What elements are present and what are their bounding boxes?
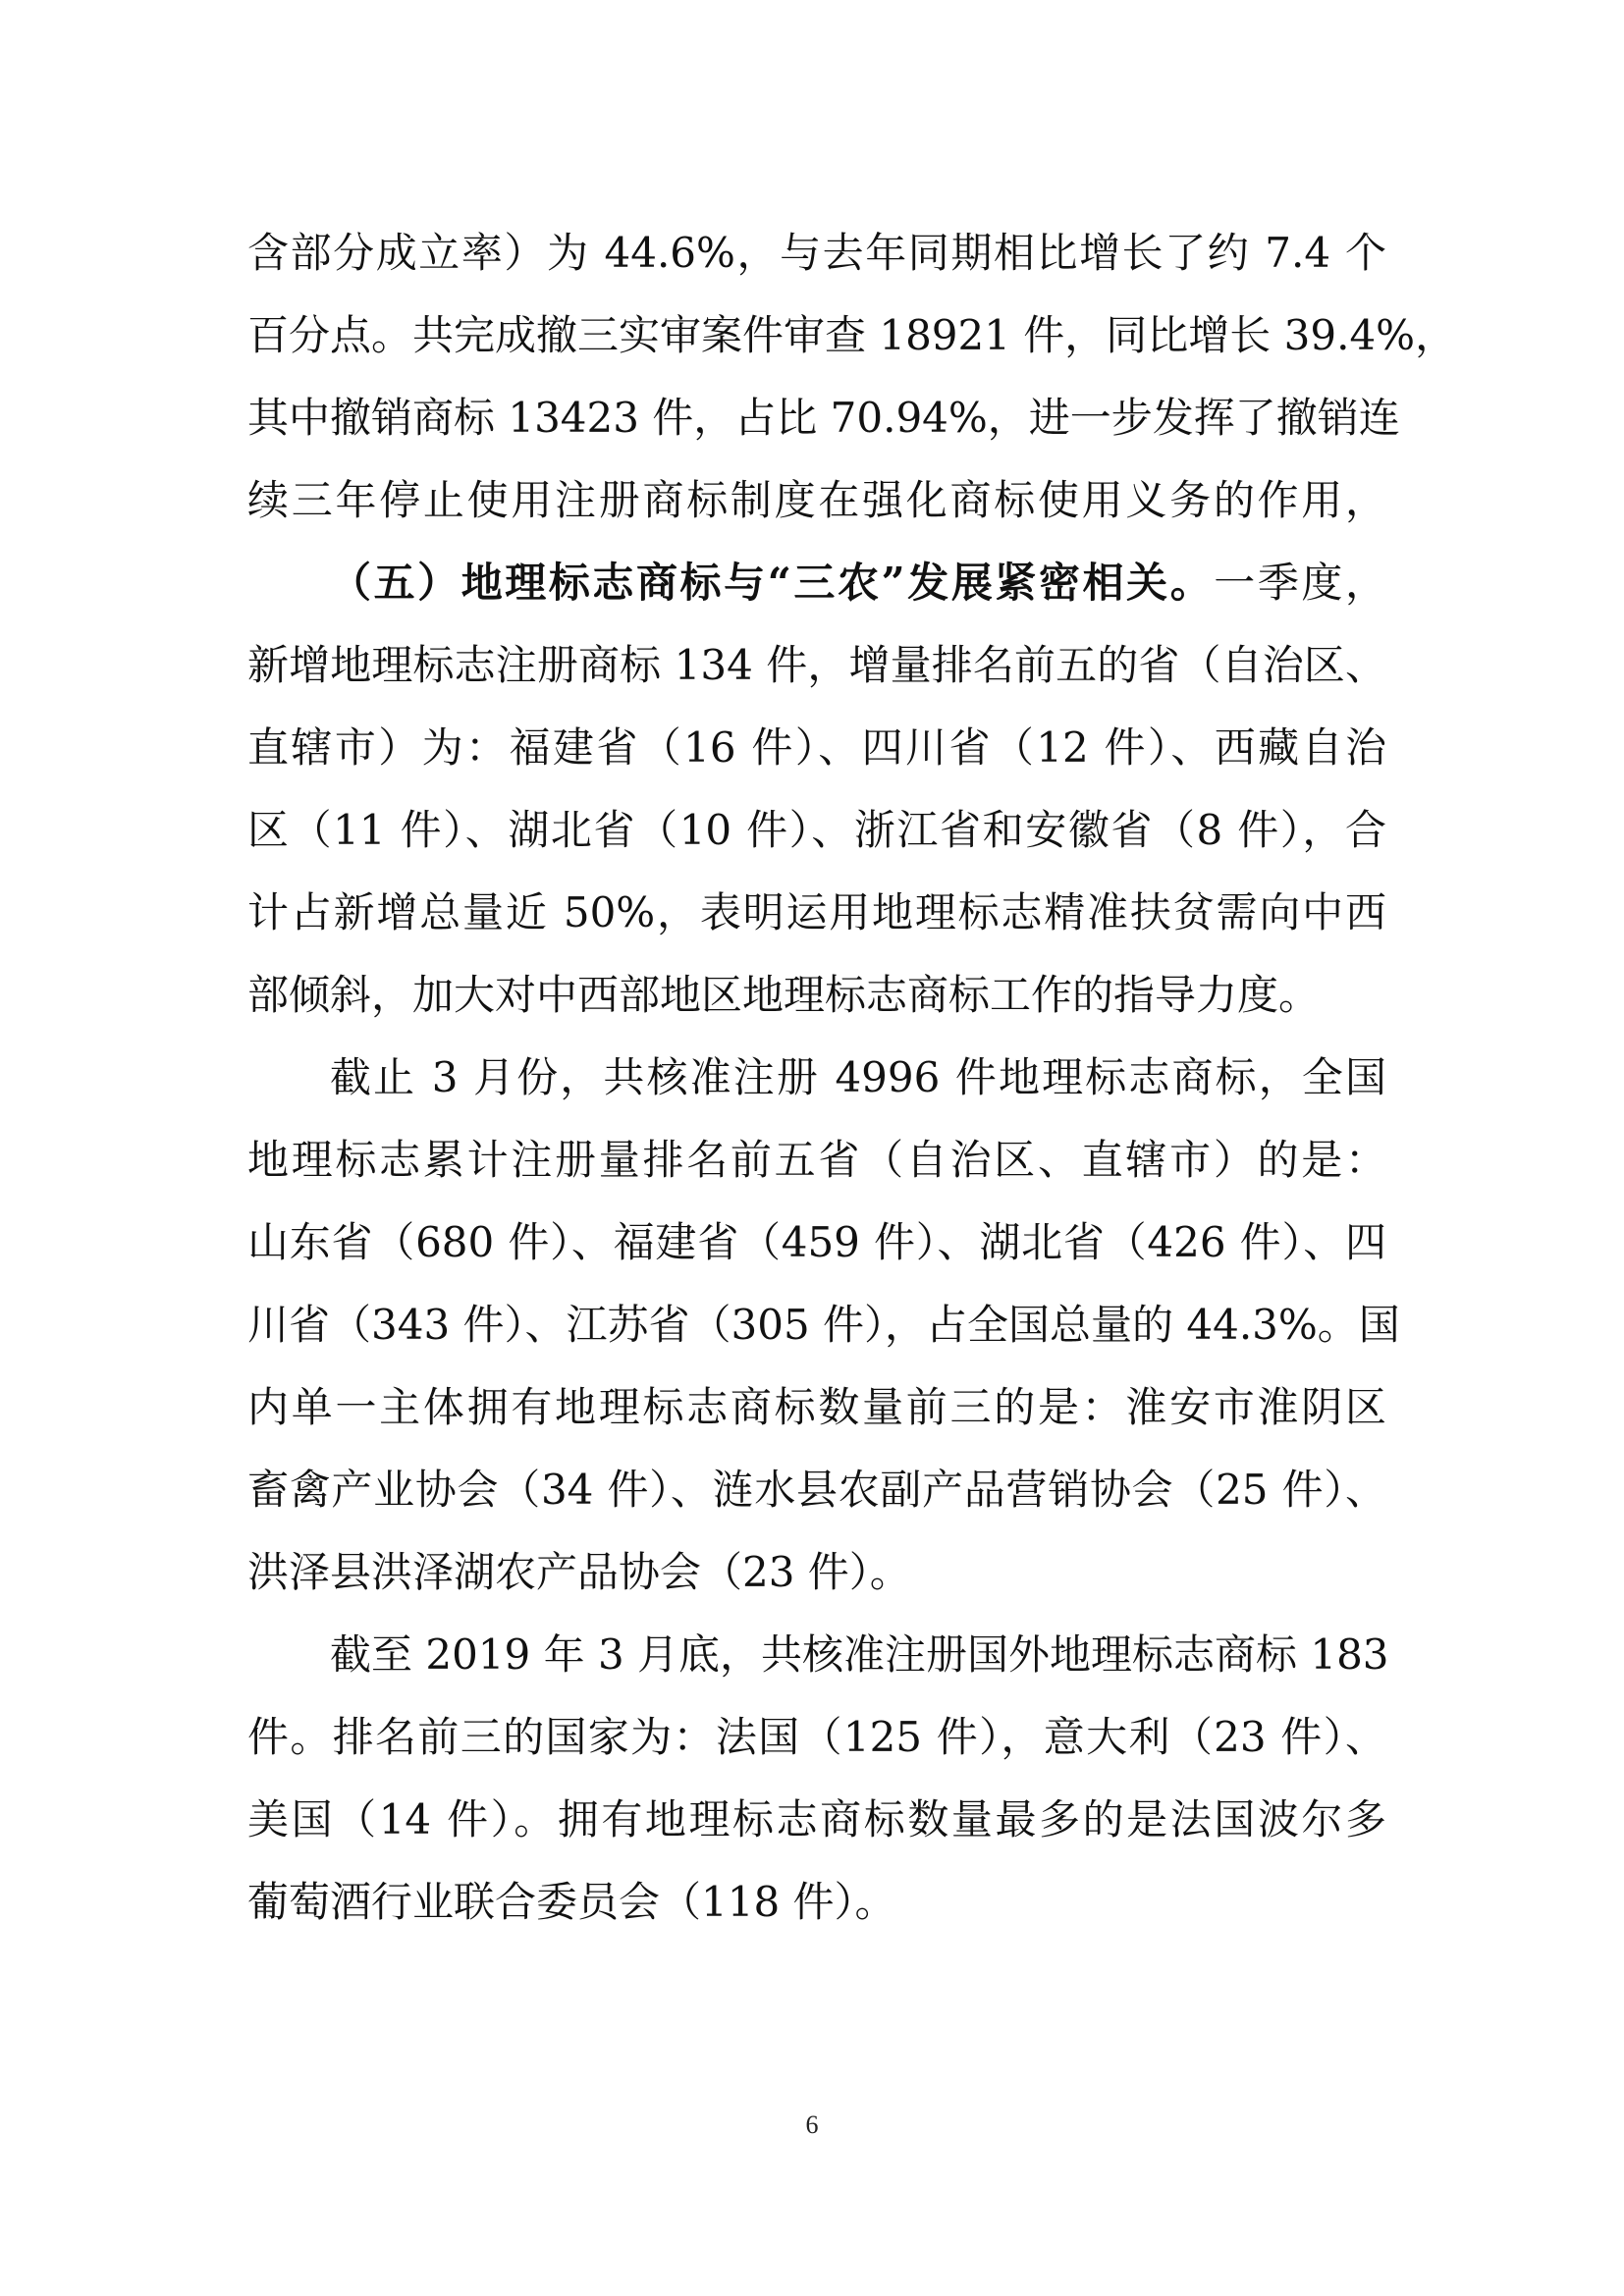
paragraph-line: 截止 3 月份，共核准注册 4996 件地理标志商标，全国 [330, 1053, 1386, 1101]
paragraph-line: 美国（14 件）。拥有地理标志商标数量最多的是法国波尔多 [247, 1795, 1386, 1843]
paragraph-line: 山东省（680 件）、福建省（459 件）、湖北省（426 件）、四 [247, 1218, 1386, 1266]
paragraph-line: 直辖市）为：福建省（16 件）、四川省（12 件）、西藏自治 [247, 723, 1386, 772]
paragraph-line: 计占新增总量近 50%，表明运用地理标志精准扶贫需向中西 [247, 888, 1386, 936]
paragraph-line: 件。排名前三的国家为：法国（125 件），意大利（23 件）、 [247, 1713, 1386, 1761]
paragraph-line: 含部分成立率）为 44.6%，与去年同期相比增长了约 7.4 个 [247, 229, 1386, 277]
page-number: 6 [805, 2110, 819, 2139]
paragraph-line: 葡萄酒行业联合委员会（118 件）。 [247, 1878, 896, 1926]
section-heading: （五）地理标志商标与“三农”发展紧密相关。 [330, 559, 1215, 607]
paragraph-line: 其中撤销商标 13423 件，占比 70.94%，进一步发挥了撤销连 [247, 394, 1400, 442]
paragraph-line: 内单一主体拥有地理标志商标数量前三的是：淮安市淮阴区 [247, 1383, 1386, 1431]
section-heading-line [247, 542, 1386, 624]
section-heading-continuation: 一季度， [1214, 559, 1386, 607]
paragraph-line: 畜禽产业协会（34 件）、涟水县农副产品营销协会（25 件）、 [247, 1466, 1386, 1514]
paragraph-line: 百分点。共完成撤三实审案件审查 18921 件，同比增长 39.4%， [247, 311, 1457, 359]
paragraph-line: 截至 2019 年 3 月底，共核准注册国外地理标志商标 183 [330, 1630, 1389, 1679]
document-body [247, 212, 1457, 1944]
paragraph-line: 续三年停止使用注册商标制度在强化商标使用义务的作用， [247, 476, 1386, 524]
paragraph-line: 部倾斜，加大对中西部地区地理标志商标工作的指导力度。 [247, 971, 1321, 1019]
paragraph-line: 川省（343 件）、江苏省（305 件），占全国总量的 44.3%。国 [247, 1301, 1400, 1349]
paragraph-line: 地理标志累计注册量排名前五省（自治区、直辖市）的是： [247, 1136, 1386, 1184]
paragraph-line: 区（11 件）、湖北省（10 件）、浙江省和安徽省（8 件），合 [247, 806, 1386, 854]
paragraph-line: 洪泽县洪泽湖农产品协会（23 件）。 [247, 1548, 911, 1596]
paragraph-line: 新增地理标志注册商标 134 件，增量排名前五的省（自治区、 [247, 641, 1386, 689]
